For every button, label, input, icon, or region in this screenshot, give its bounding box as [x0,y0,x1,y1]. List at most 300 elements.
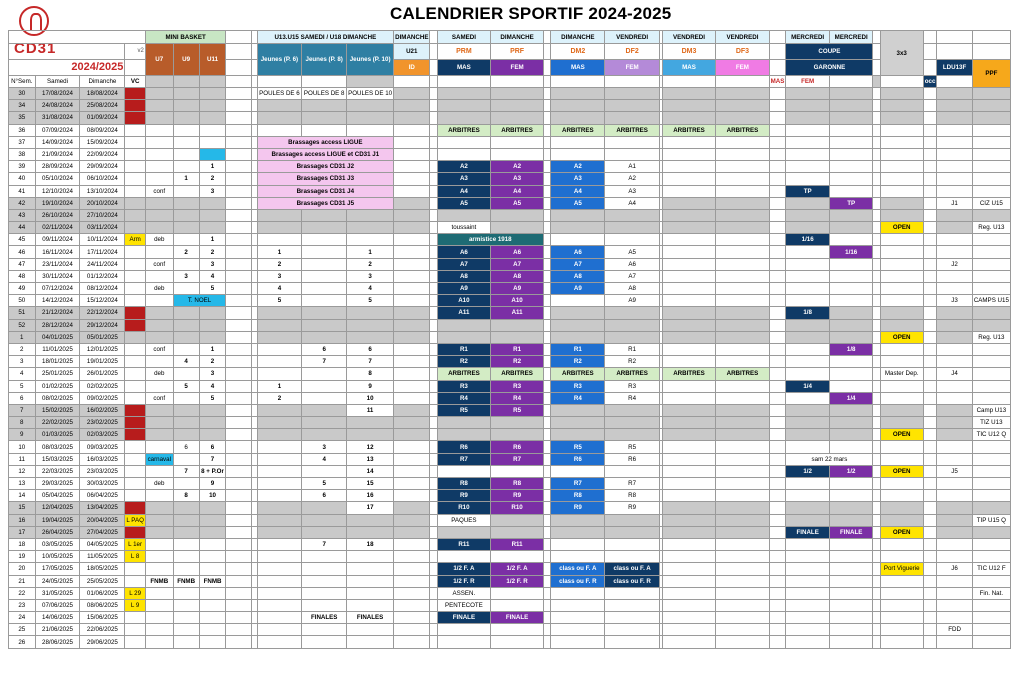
calendar-cell: TIP U15 Q [972,514,1010,526]
calendar-cell [937,283,972,295]
calendar-cell [347,417,394,429]
calendar-cell [923,575,937,587]
sunday-date: 15/09/2024 [80,136,125,148]
calendar-cell [437,636,491,648]
table-row [9,258,1011,270]
calendar-cell [829,136,873,148]
calendar-cell [880,612,923,624]
calendar-cell: CIZ U15 [972,197,1010,209]
calendar-cell: A10 [491,295,544,307]
calendar-cell [769,599,786,611]
calendar-cell [347,575,394,587]
week-number: 34 [9,100,36,112]
calendar-cell [829,404,873,416]
calendar-cell: 1/2 F. A [491,563,544,575]
saturday-date: 12/10/2024 [35,185,80,197]
calendar-cell [437,112,491,124]
calendar-cell [972,599,1010,611]
calendar-cell [543,490,550,502]
table-row [9,599,1011,611]
calendar-cell: 5 [199,283,226,295]
calendar-cell [394,392,430,404]
calendar-cell [972,173,1010,185]
table-row [9,502,1011,514]
calendar-cell [125,148,146,160]
calendar-cell [199,209,226,221]
calendar-cell [543,112,550,124]
calendar-cell: 5 [302,478,347,490]
calendar-cell: 12 [347,441,394,453]
calendar-cell [173,124,199,136]
calendar-cell [923,636,937,648]
calendar-cell [551,100,605,112]
calendar-cell: class ou F. A [551,563,605,575]
calendar-cell [125,526,146,538]
calendar-cell [769,368,786,380]
calendar-cell [662,429,715,441]
calendar-cell [873,270,880,282]
saturday-date: 15/03/2025 [35,453,80,465]
calendar-cell [491,148,544,160]
calendar-cell: L 29 [125,587,146,599]
calendar-cell [605,514,659,526]
calendar-cell [437,624,491,636]
sunday-date: 23/03/2025 [80,465,125,477]
calendar-cell [923,368,937,380]
jeunes-p8-header: Jeunes (P. 8) [302,44,347,76]
calendar-cell: R6 [437,441,491,453]
calendar-cell [662,173,715,185]
calendar-cell [873,136,880,148]
calendar-cell [880,514,923,526]
calendar-cell [543,441,550,453]
df3-header: DF3 [716,44,769,60]
calendar-cell [786,624,830,636]
calendar-cell [605,331,659,343]
calendar-cell [125,295,146,307]
calendar-cell: A3 [605,185,659,197]
calendar-cell: R7 [491,453,544,465]
u11-header: U11 [199,44,226,76]
calendar-cell: 2 [199,356,226,368]
calendar-cell [302,295,347,307]
calendar-cell [145,465,173,477]
calendar-cell [125,197,146,209]
sunday-date: 01/06/2025 [80,587,125,599]
calendar-cell [430,307,437,319]
calendar-cell [937,331,972,343]
saturday-date: 11/01/2025 [35,343,80,355]
calendar-cell: FINALES [302,612,347,624]
calendar-cell [491,100,544,112]
saturday-date: 15/02/2025 [35,404,80,416]
calendar-cell [786,173,830,185]
calendar-cell [873,185,880,197]
calendar-cell [394,88,430,100]
calendar-cell [873,246,880,258]
calendar-cell: A6 [551,246,605,258]
calendar-cell [173,185,199,197]
calendar-cell [543,404,550,416]
table-row [9,197,1011,209]
saturday-date: 01/03/2025 [35,429,80,441]
calendar-cell: 4 [302,453,347,465]
calendar-cell [972,612,1010,624]
calendar-cell [145,295,173,307]
calendar-cell [543,209,550,221]
calendar-cell: POULES DE 10 [347,88,394,100]
calendar-cell [873,380,880,392]
calendar-cell [972,392,1010,404]
calendar-cell [347,234,394,246]
calendar-cell [302,636,347,648]
calendar-cell [302,234,347,246]
calendar-cell [972,234,1010,246]
prf-header: PRF [491,44,544,60]
calendar-cell [937,478,972,490]
calendar-cell: A1 [605,161,659,173]
table-row [9,283,1011,295]
calendar-cell [716,587,769,599]
saturday-date: 24/08/2024 [35,100,80,112]
calendar-cell [662,185,715,197]
table-row [9,161,1011,173]
calendar-cell [829,124,873,136]
calendar-cell [873,465,880,477]
calendar-cell [394,417,430,429]
calendar-cell [662,526,715,538]
calendar-cell [199,124,226,136]
calendar-cell: L 9 [125,599,146,611]
calendar-cell [716,465,769,477]
saturday-date: 21/06/2025 [35,624,80,636]
calendar-cell [430,368,437,380]
sunday-date: 27/04/2025 [80,526,125,538]
calendar-cell: A7 [437,258,491,270]
calendar-cell: 1/4 [829,392,873,404]
calendar-cell: OPEN [880,331,923,343]
calendar-cell [173,368,199,380]
sunday-date: 29/09/2024 [80,161,125,173]
calendar-cell [937,222,972,234]
calendar-cell [786,599,830,611]
calendar-cell [662,538,715,550]
table-row [9,490,1011,502]
calendar-cell [430,380,437,392]
calendar-cell [491,417,544,429]
dm2-header: DM2 [551,44,605,60]
calendar-cell [145,417,173,429]
calendar-cell [199,563,226,575]
calendar-cell: 9 [347,380,394,392]
calendar-cell [662,331,715,343]
calendar-cell [302,331,347,343]
sunday-date: 20/10/2024 [80,197,125,209]
calendar-cell: 5 [199,392,226,404]
calendar-cell [662,587,715,599]
week-number: 10 [9,441,36,453]
calendar-cell [923,356,937,368]
calendar-cell: ARBITRES [716,124,769,136]
calendar-cell [769,319,786,331]
week-number: 21 [9,575,36,587]
calendar-cell [551,551,605,563]
calendar-cell: Brassages CD31 J3 [257,173,394,185]
saturday-date: 05/04/2025 [35,490,80,502]
calendar-cell [716,148,769,160]
saturday-date: 04/01/2025 [35,331,80,343]
calendar-cell: R5 [491,404,544,416]
calendar-cell [394,368,430,380]
coupe-fem-header: FEM [786,76,830,88]
calendar-cell [430,490,437,502]
table-row [9,319,1011,331]
calendar-cell [880,209,923,221]
calendar-cell [829,538,873,550]
calendar-cell [199,502,226,514]
calendar-cell: R2 [551,356,605,368]
calendar-cell: 6 [173,441,199,453]
calendar-cell [880,307,923,319]
calendar-cell [173,636,199,648]
calendar-cell: Arm [125,234,146,246]
calendar-cell [302,100,347,112]
table-row [9,234,1011,246]
calendar-cell: PENTECOTE [437,599,491,611]
calendar-cell [923,392,937,404]
calendar-cell [394,209,430,221]
calendar-cell [937,612,972,624]
calendar-cell [551,136,605,148]
calendar-cell [430,356,437,368]
calendar-cell [937,404,972,416]
calendar-cell [394,490,430,502]
calendar-cell [145,356,173,368]
calendar-cell [430,246,437,258]
week-number: 3 [9,356,36,368]
calendar-cell: R5 [605,441,659,453]
calendar-cell [226,100,252,112]
mini-basket-header: MINI BASKET [145,31,226,44]
calendar-cell [491,112,544,124]
calendar-cell [880,161,923,173]
calendar-cell [972,478,1010,490]
calendar-cell [786,112,830,124]
calendar-cell [226,502,252,514]
sunday-date: 13/10/2024 [80,185,125,197]
calendar-cell [923,465,937,477]
calendar-cell [173,392,199,404]
calendar-cell [543,197,550,209]
calendar-cell [491,465,544,477]
calendar-cell [551,295,605,307]
calendar-cell: 5 [347,295,394,307]
calendar-cell [829,283,873,295]
calendar-cell [716,307,769,319]
calendar-cell [199,514,226,526]
calendar-cell [937,161,972,173]
calendar-cell [829,380,873,392]
calendar-cell [302,368,347,380]
calendar-cell [226,624,252,636]
calendar-cell: OPEN [880,465,923,477]
calendar-cell [786,197,830,209]
calendar-cell [543,380,550,392]
calendar-cell [923,148,937,160]
calendar-cell [829,502,873,514]
calendar-cell [880,404,923,416]
calendar-cell [543,563,550,575]
calendar-cell: A8 [605,283,659,295]
calendar-cell [873,526,880,538]
table-row [9,441,1011,453]
calendar-cell [769,538,786,550]
calendar-cell [786,258,830,270]
calendar-cell [923,124,937,136]
calendar-cell [716,404,769,416]
sunday-date: 25/05/2025 [80,575,125,587]
calendar-cell [173,404,199,416]
calendar-cell [716,551,769,563]
calendar-cell [880,283,923,295]
calendar-cell [199,538,226,550]
calendar-cell [302,587,347,599]
calendar-cell [543,624,550,636]
calendar-cell [769,526,786,538]
calendar-cell [873,356,880,368]
calendar-cell [430,185,437,197]
calendar-cell [257,453,302,465]
calendar-cell [173,526,199,538]
calendar-cell [145,612,173,624]
calendar-cell [551,636,605,648]
calendar-cell [873,368,880,380]
calendar-cell [257,356,302,368]
week-number: 5 [9,380,36,392]
calendar-cell: ARBITRES [491,124,544,136]
calendar-cell [347,100,394,112]
ppf-header: PPF [972,60,1010,88]
saturday-date: 14/09/2024 [35,136,80,148]
calendar-cell [551,514,605,526]
calendar-cell [394,563,430,575]
calendar-cell [829,429,873,441]
calendar-cell [829,331,873,343]
calendar-cell: A2 [491,161,544,173]
calendar-cell [145,624,173,636]
calendar-cell [257,478,302,490]
calendar-cell [880,343,923,355]
calendar-cell [430,587,437,599]
calendar-cell: L PAQ [125,514,146,526]
saturday-date: 21/09/2024 [35,148,80,160]
calendar-cell [257,417,302,429]
calendar-cell [662,283,715,295]
calendar-cell [173,429,199,441]
calendar-cell: 14 [347,465,394,477]
calendar-cell [125,343,146,355]
saturday-date: 18/01/2025 [35,356,80,368]
calendar-cell: PAQUES [437,514,491,526]
calendar-cell [716,270,769,282]
calendar-cell [873,295,880,307]
calendar-cell [491,331,544,343]
calendar-cell [430,148,437,160]
calendar-cell: R3 [437,380,491,392]
calendar-cell [880,197,923,209]
table-row [9,538,1011,550]
calendar-cell [716,356,769,368]
calendar-cell: A9 [551,283,605,295]
calendar-cell [662,612,715,624]
calendar-cell [880,270,923,282]
calendar-cell [226,563,252,575]
calendar-cell: R4 [551,392,605,404]
calendar-cell: 1 [199,343,226,355]
calendar-cell [257,502,302,514]
calendar-cell: ARBITRES [605,368,659,380]
calendar-cell [437,551,491,563]
calendar-cell [829,587,873,599]
calendar-cell: 1 [257,380,302,392]
calendar-cell [873,453,880,465]
table-row [9,624,1011,636]
calendar-cell [302,258,347,270]
calendar-cell [430,173,437,185]
calendar-cell [226,331,252,343]
calendar-cell [173,599,199,611]
calendar-cell [829,514,873,526]
week-number: 37 [9,136,36,148]
calendar-cell [937,599,972,611]
calendar-cell: A9 [605,295,659,307]
calendar-cell [923,429,937,441]
calendar-cell: A8 [551,270,605,282]
df2-header: DF2 [605,44,659,60]
calendar-cell [226,575,252,587]
calendar-cell [662,112,715,124]
calendar-cell [873,197,880,209]
calendar-cell [491,599,544,611]
calendar-cell [923,563,937,575]
calendar-cell [145,587,173,599]
table-row [9,551,1011,563]
calendar-cell: 1 [199,161,226,173]
calendar-cell [173,551,199,563]
calendar-cell [302,404,347,416]
calendar-cell [543,331,550,343]
calendar-cell [605,88,659,100]
id-header: ID [394,60,430,76]
sunday-date: 26/01/2025 [80,368,125,380]
calendar-cell [873,222,880,234]
coupe-header: COUPE [786,44,873,60]
calendar-cell: 2 [257,392,302,404]
calendar-cell [173,563,199,575]
calendar-cell [173,222,199,234]
calendar-cell [543,429,550,441]
calendar-cell [937,270,972,282]
calendar-cell [226,161,252,173]
calendar-cell [716,209,769,221]
week-number: 39 [9,161,36,173]
calendar-cell [199,112,226,124]
sunday-date: 08/12/2024 [80,283,125,295]
calendar-cell: ARBITRES [605,124,659,136]
calendar-cell [430,429,437,441]
calendar-cell [125,490,146,502]
calendar-cell [430,319,437,331]
